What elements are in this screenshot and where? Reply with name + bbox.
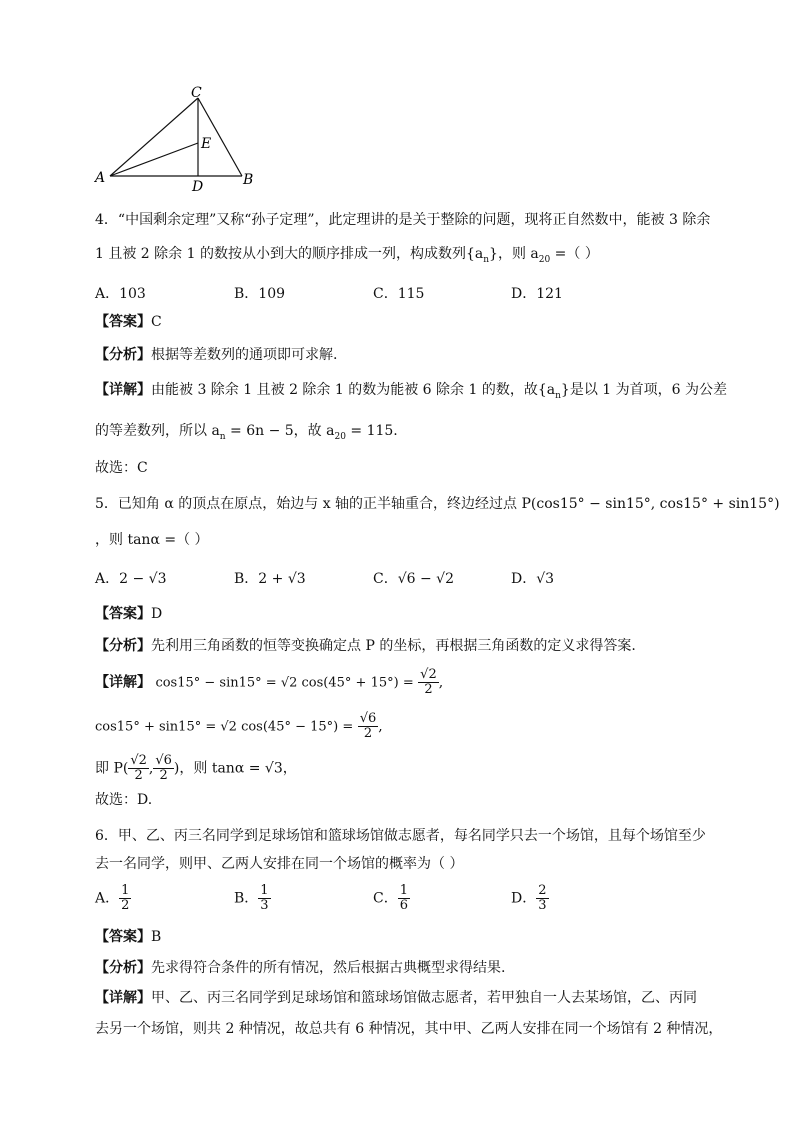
segment-ac [110, 98, 198, 176]
q4-answer: 【答案】C [95, 314, 162, 330]
q4-stem-line1: 4．“中国剩余定理”又称“孙子定理”，此定理讲的是关于整除的问题，现将正自然数中，能被 3 除余 [95, 212, 711, 228]
q4-option-c: C．115 [373, 286, 425, 302]
q6-stem-line2: 去一名同学，则甲、乙两人安排在同一个场馆的概率为（ ） [95, 856, 464, 872]
q5-analysis: 【分析】先利用三角函数的恒等变换确定点 P 的坐标，再根据三角函数的定义求得答案. [95, 638, 636, 654]
q4-analysis: 【分析】根据等差数列的通项即可求解. [95, 347, 338, 363]
q6-stem-line1: 6．甲、乙、丙三名同学到足球场馆和篮球场馆做志愿者，每名同学只去一个场馆，且每个场馆至少 [95, 828, 706, 844]
q5-stem-line1: 5．已知角 α 的顶点在原点，始边与 x 轴的正半轴重合，终边经过点 P(cos15° − sin15°, cos15° + sin15°) [95, 496, 780, 512]
q5-detail-eq2: cos15° + sin15° = √2 cos(45° − 15°) = $\frac{√6}{2}$ , [95, 711, 383, 741]
q5-detail-eq3: 即 P( $\frac{√2}{2}$ , $\frac{√6}{2}$ )，则 tanα = √3， [95, 753, 297, 783]
q4-stem-line2: 1 且被 2 除余 1 的数按从小到大的顺序排成一列，构成数列$\{a_n\}$，则 $a_{20}$ =（ ） [95, 246, 599, 265]
label-d: D [192, 179, 204, 194]
q4-detail-line1: 【详解】由能被 3 除余 1 且被 2 除余 1 的数为能被 6 除余 1 的数，故$\{a_n\}$是以 1 为首项，6 为公差 [95, 382, 727, 401]
q4-option-d: D．121 [511, 286, 563, 302]
q6-detail-line1: 【详解】甲、乙、丙三名同学到足球场馆和篮球场馆做志愿者，若甲独自一人去某场馆，乙、丙同 [95, 990, 697, 1006]
q6-analysis: 【分析】先求得符合条件的所有情况，然后根据古典概型求得结果. [95, 960, 506, 976]
q5-answer: 【答案】D [95, 606, 163, 622]
label-c: C [191, 85, 202, 101]
q6-option-a: A． $\frac{1}{2}$ [95, 883, 130, 913]
q4-option-b: B．109 [234, 286, 286, 302]
label-e: E [201, 136, 212, 152]
q5-option-d: D．√3 [511, 571, 555, 587]
label-b: B [243, 172, 254, 188]
q6-detail-line2: 去另一个场馆，则共 2 种情况，故总共有 6 种情况，其中甲、乙两人安排在同一个场馆有 2 种情况， [95, 1021, 723, 1037]
q6-answer: 【答案】B [95, 929, 162, 945]
q4-choice: 故选：C [95, 460, 148, 476]
q6-option-c: C． $\frac{1}{6}$ [373, 883, 408, 913]
q6-option-b: B． $\frac{1}{3}$ [234, 883, 269, 913]
q5-detail-eq1: 【详解】 cos15° − sin15° = √2 cos(45° + 15°) = $\frac{√2}{2}$ , [95, 667, 444, 697]
q5-option-c: C．√6 − √2 [373, 571, 454, 587]
q5-option-a: A．2 − √3 [95, 571, 167, 587]
q4-detail-line2: 的等差数列，所以 $a_n = 6n - 5$，故 $a_{20} = 115$. [95, 423, 398, 442]
q4-option-a: A．103 [95, 286, 146, 302]
q5-option-b: B．2 + √3 [234, 571, 306, 587]
segment-ae [110, 143, 198, 176]
label-a: A [95, 170, 106, 186]
q6-option-d: D． $\frac{2}{3}$ [511, 883, 547, 913]
q5-choice: 故选：D. [95, 792, 153, 808]
q5-stem-line2: ，则 tanα =（ ） [95, 532, 209, 548]
triangle-figure [90, 84, 260, 194]
